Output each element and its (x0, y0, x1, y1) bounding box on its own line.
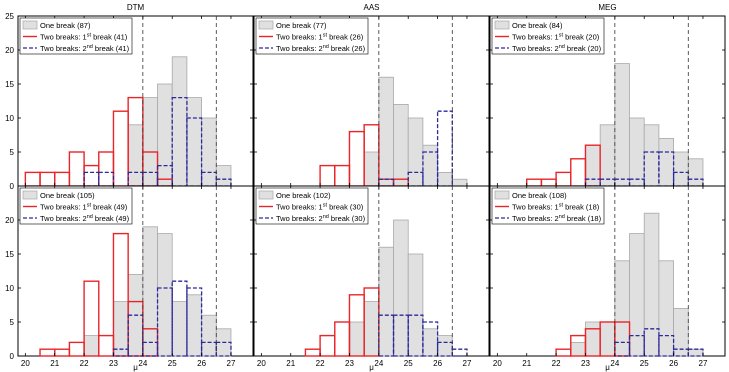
one-break-bar (688, 349, 703, 356)
legend-entry-first-break (512, 203, 600, 212)
one-break-bar (615, 64, 630, 186)
legend-text-part: Two breaks: 1 (40, 202, 87, 212)
x-tick-label: 24 (374, 359, 384, 368)
one-break-bar (408, 254, 423, 356)
one-break-bar (659, 261, 674, 356)
legend-superscript: st (322, 202, 327, 209)
one-break-bar (630, 234, 645, 356)
x-axis-label: μ (605, 363, 610, 372)
one-break-bar (600, 322, 615, 356)
legend-text-part: Two breaks: 1 (512, 202, 559, 212)
one-break-bar (84, 336, 99, 356)
one-break-bar (688, 159, 703, 186)
one-break-bar (659, 138, 674, 186)
x-tick-label: 25 (639, 359, 649, 368)
legend-text-part: break (49) (92, 214, 130, 223)
legend-entry-first-break (512, 33, 600, 42)
one-break-bar (128, 125, 143, 186)
one-break-bar (423, 329, 438, 356)
one-break-bar (394, 220, 409, 356)
y-tick-label: 20 (5, 46, 14, 55)
x-tick-label: 27 (462, 359, 472, 368)
one-break-bar (379, 77, 394, 186)
one-break-bar (394, 104, 409, 186)
legend-text-part: break (20) (562, 32, 600, 42)
legend-text-part: break (30) (328, 214, 366, 223)
legend-superscript: st (86, 32, 91, 39)
legend-entry-one-break: One break (105) (40, 191, 95, 200)
y-tick-label: 25 (5, 12, 14, 21)
x-axis-label: μ (133, 363, 138, 372)
legend-text-part: break (18) (562, 202, 600, 212)
legend-text-part: Two breaks: 2 (276, 214, 323, 223)
legend-superscript: st (86, 202, 91, 209)
legend-entry-first-break (40, 203, 128, 212)
x-tick-label: 24 (610, 359, 620, 368)
legend-entry-one-break: One break (87) (40, 21, 91, 30)
one-break-bar (408, 118, 423, 186)
one-break-bar (113, 302, 128, 356)
legend-text-part: Two breaks: 1 (40, 32, 87, 42)
y-tick-label: 10 (5, 284, 14, 293)
x-tick-label: 21 (286, 359, 296, 368)
x-tick-label: 23 (109, 359, 118, 368)
x-tick-label: 22 (315, 359, 325, 368)
legend-entry-one-break: One break (102) (276, 191, 331, 200)
x-tick-label: 20 (20, 359, 30, 368)
legend-text-part: break (30) (326, 202, 364, 212)
column-title: MEG (598, 3, 617, 12)
x-tick-label: 22 (79, 359, 89, 368)
x-tick-label: 23 (345, 359, 354, 368)
one-break-bar (630, 118, 645, 186)
x-tick-label: 21 (522, 359, 532, 368)
x-tick-label: 25 (167, 359, 177, 368)
legend-superscript: st (558, 32, 563, 39)
one-break-bar (600, 125, 615, 186)
one-break-bar (202, 315, 217, 356)
x-tick-label: 20 (492, 359, 502, 368)
legend-swatch-one-break (259, 21, 273, 29)
y-tick-label: 10 (5, 114, 14, 123)
legend-text-part: Two breaks: 2 (40, 214, 87, 223)
x-tick-label: 26 (669, 359, 679, 368)
legend-entry-second-break (512, 214, 602, 223)
y-tick-label: 15 (5, 80, 14, 89)
x-tick-label: 21 (50, 359, 60, 368)
one-break-bar (571, 342, 586, 356)
one-break-bar (158, 234, 173, 356)
legend-text-part: Two breaks: 2 (512, 214, 559, 223)
one-break-bar (216, 166, 231, 186)
one-break-bar (615, 261, 630, 356)
legend-superscript: st (558, 202, 563, 209)
legend-entry-one-break: One break (84) (512, 21, 563, 30)
legend-text-part: break (49) (90, 202, 128, 212)
one-break-bar (585, 322, 600, 356)
legend-swatch-one-break (495, 191, 509, 199)
x-axis-label: μ (369, 363, 374, 372)
one-break-bar (585, 145, 600, 186)
one-break-bar (187, 98, 202, 186)
y-tick-label: 5 (9, 318, 14, 327)
legend-entry-second-break (40, 214, 130, 223)
one-break-bar (172, 302, 187, 356)
column-title: DTM (126, 3, 145, 12)
legend-text-part: break (41) (90, 32, 128, 42)
legend-swatch-one-break (23, 191, 37, 199)
legend-superscript: nd (322, 214, 329, 220)
legend-entry-one-break: One break (77) (276, 21, 327, 30)
one-break-bar (644, 213, 659, 356)
legend-text-part: break (41) (92, 44, 130, 53)
legend-superscript: nd (86, 44, 93, 50)
legend-superscript: st (322, 32, 327, 39)
legend-text-part: break (26) (326, 32, 364, 42)
legend-superscript: nd (558, 214, 565, 220)
one-break-bar (438, 172, 453, 186)
x-tick-label: 27 (226, 359, 236, 368)
one-break-bar (172, 57, 187, 186)
one-break-bar (438, 336, 453, 356)
one-break-bar (349, 322, 364, 356)
one-break-bar (158, 84, 173, 186)
one-break-bar (452, 179, 467, 186)
legend-entry-second-break (276, 44, 366, 53)
one-break-bar (143, 227, 158, 356)
legend-entry-second-break (276, 214, 366, 223)
one-break-bar (187, 295, 202, 356)
one-break-bar (644, 125, 659, 186)
legend-text-part: Two breaks: 1 (276, 202, 323, 212)
y-tick-label: 5 (9, 148, 14, 157)
legend-superscript: nd (558, 44, 565, 50)
legend-text-part: break (18) (564, 214, 602, 223)
x-tick-label: 23 (581, 359, 590, 368)
one-break-bar (202, 118, 217, 186)
legend-swatch-one-break (495, 21, 509, 29)
legend-text-part: break (20) (564, 44, 602, 53)
x-tick-label: 20 (256, 359, 266, 368)
one-break-bar (674, 152, 689, 186)
y-tick-label: 15 (5, 250, 14, 259)
column-title: AAS (363, 3, 380, 12)
x-tick-label: 27 (698, 359, 708, 368)
one-break-bar (364, 152, 379, 186)
one-break-bar (379, 247, 394, 356)
legend-text-part: break (26) (328, 44, 366, 53)
legend-swatch-one-break (259, 191, 273, 199)
y-tick-label: 0 (9, 352, 14, 361)
x-tick-label: 26 (197, 359, 207, 368)
legend-entry-first-break (40, 33, 128, 42)
legend-text-part: Two breaks: 2 (276, 44, 323, 53)
legend-entry-one-break: One break (108) (512, 191, 567, 200)
y-tick-label: 20 (5, 216, 14, 225)
legend-text-part: Two breaks: 1 (276, 32, 323, 42)
x-tick-label: 26 (433, 359, 443, 368)
legend-text-part: Two breaks: 2 (512, 44, 559, 53)
legend-entry-second-break (40, 44, 130, 53)
legend-entry-first-break (276, 203, 364, 212)
legend-swatch-one-break (23, 21, 37, 29)
legend-text-part: Two breaks: 1 (512, 32, 559, 42)
legend-superscript: nd (322, 44, 329, 50)
x-tick-label: 25 (403, 359, 413, 368)
legend-entry-first-break (276, 33, 364, 42)
legend-entry-second-break (512, 44, 602, 53)
x-tick-label: 22 (551, 359, 561, 368)
y-tick-label: 0 (9, 182, 14, 191)
x-tick-label: 24 (138, 359, 148, 368)
legend-superscript: nd (86, 214, 93, 220)
one-break-bar (423, 145, 438, 186)
one-break-bar (364, 302, 379, 356)
legend-text-part: Two breaks: 2 (40, 44, 87, 53)
